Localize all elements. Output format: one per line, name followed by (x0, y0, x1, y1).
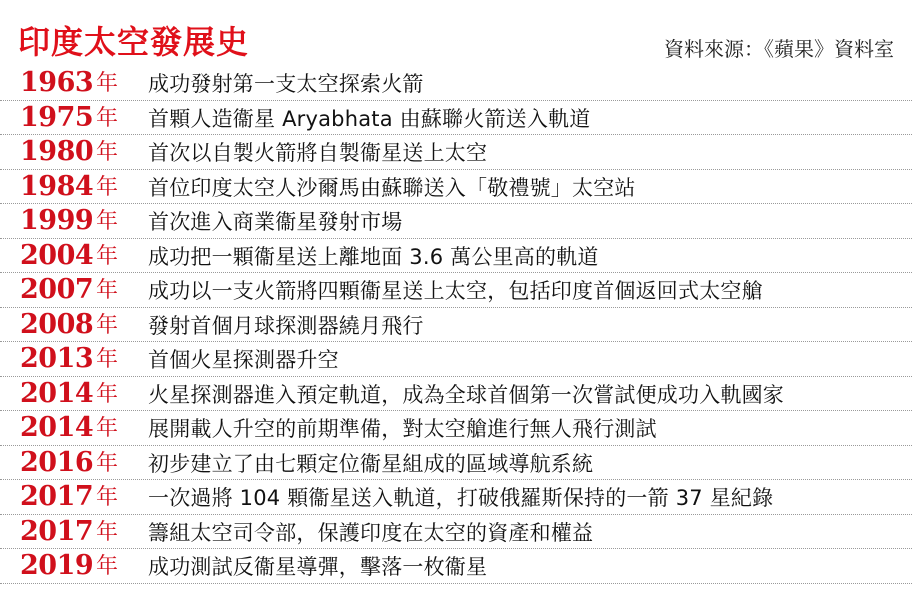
timeline-event: 首次進入商業衞星發射市場 (148, 210, 403, 234)
timeline-event: 火星探測器進入預定軌道，成為全球首個第一次嘗試便成功入軌國家 (148, 382, 784, 407)
timeline-year-suffix: 年 (96, 485, 119, 510)
timeline-list (0, 66, 912, 584)
timeline-row (0, 239, 912, 274)
timeline-year: 1999 (20, 205, 94, 236)
timeline-event: 首個火星探測器升空 (148, 348, 339, 372)
timeline-row (0, 515, 912, 550)
timeline-event: 首位印度太空人沙爾馬由蘇聯送入「敬禮號」太空站 (148, 175, 636, 200)
timeline-event: 成功測試反衞星導彈，擊落一枚衞星 (148, 555, 488, 579)
timeline-year: 2019 (20, 550, 94, 581)
timeline-year-suffix: 年 (96, 71, 119, 96)
timeline-year: 2007 (20, 274, 94, 305)
timeline-year: 2017 (20, 515, 94, 547)
page-title: 印度太空發展史 (18, 23, 250, 61)
timeline-year-suffix: 年 (96, 243, 119, 269)
timeline-year: 2004 (20, 239, 94, 271)
timeline-event: 一次過將 104 顆衞星送入軌道，打破俄羅斯保持的一箭 37 星紀錄 (148, 486, 774, 510)
timeline-year-suffix: 年 (96, 278, 119, 303)
timeline-row (0, 446, 912, 481)
timeline-row (0, 549, 912, 584)
timeline-year-suffix: 年 (96, 519, 119, 545)
timeline-year-suffix: 年 (96, 347, 119, 372)
timeline-year: 2008 (20, 308, 94, 340)
timeline-year: 2016 (20, 446, 94, 478)
timeline-event: 發射首個月球探測器繞月飛行 (148, 313, 424, 338)
timeline-year: 2014 (20, 377, 94, 409)
timeline-year: 2014 (20, 412, 94, 443)
timeline-year-suffix: 年 (96, 140, 119, 165)
timeline-year: 1984 (20, 170, 94, 202)
timeline-year-suffix: 年 (96, 554, 119, 579)
timeline-row (0, 377, 912, 412)
timeline-event: 展開載人升空的前期準備，對太空艙進行無人飛行測試 (148, 417, 657, 441)
timeline-event: 成功發射第一支太空探索火箭 (148, 72, 424, 96)
timeline-year-suffix: 年 (96, 312, 119, 338)
timeline-event: 成功以一支火箭將四顆衞星送上太空，包括印度首個返回式太空艙 (148, 279, 763, 303)
timeline-year-suffix: 年 (96, 381, 119, 407)
timeline-row (0, 170, 912, 205)
timeline-row (0, 411, 912, 446)
timeline-row (0, 135, 912, 170)
timeline-row (0, 342, 912, 377)
timeline-year: 1975 (20, 101, 94, 133)
timeline-row (0, 273, 912, 308)
timeline-row (0, 480, 912, 515)
timeline-row (0, 66, 912, 101)
timeline-year: 1980 (20, 136, 94, 167)
timeline-row (0, 308, 912, 343)
timeline-year: 2013 (20, 343, 94, 374)
timeline-year-suffix: 年 (96, 174, 119, 200)
timeline-year: 2017 (20, 481, 94, 512)
timeline-event: 首次以自製火箭將自製衞星送上太空 (148, 141, 488, 165)
timeline-event: 初步建立了由七顆定位衞星組成的區域導航系統 (148, 451, 594, 476)
timeline-year: 1963 (20, 67, 94, 98)
source-credit: 資料來源：《蘋果》資料室 (664, 37, 894, 61)
timeline-event: 首顆人造衞星 Aryabhata 由蘇聯火箭送入軌道 (148, 106, 591, 131)
header (18, 22, 894, 66)
timeline-year-suffix: 年 (96, 416, 119, 441)
timeline-row (0, 204, 912, 239)
timeline-event: 成功把一顆衞星送上離地面 3.6 萬公里高的軌道 (148, 244, 599, 269)
timeline-event: 籌組太空司令部，保護印度在太空的資產和權益 (148, 520, 594, 545)
timeline-year-suffix: 年 (96, 209, 119, 234)
timeline-year-suffix: 年 (96, 450, 119, 476)
timeline-year-suffix: 年 (96, 105, 119, 131)
timeline-row (0, 101, 912, 136)
